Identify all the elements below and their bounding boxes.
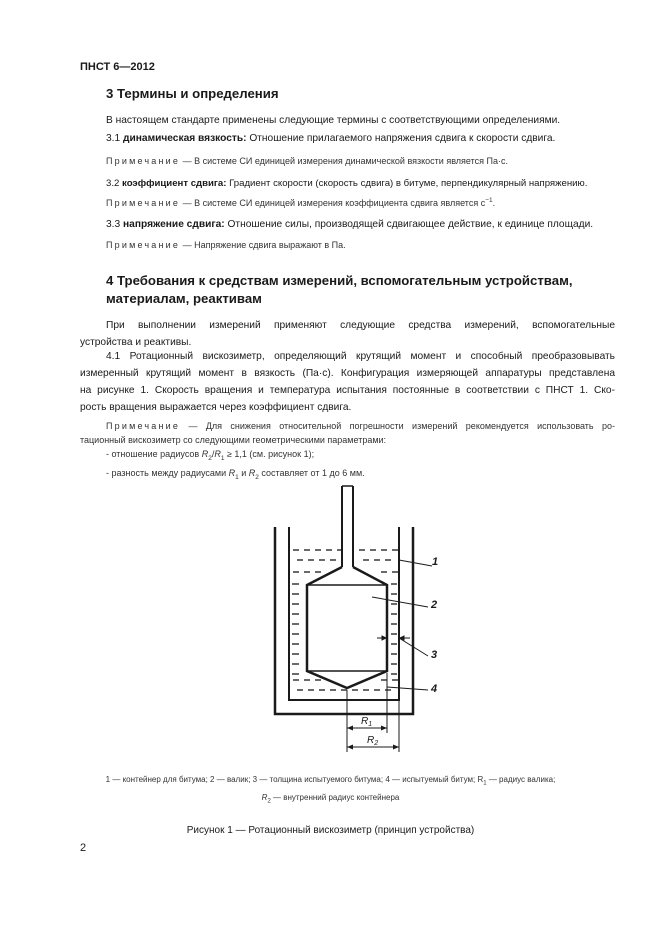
term-3-1-term: динамическая вязкость: <box>123 133 247 144</box>
dimension-r1-label: $R_1$ <box>361 716 373 728</box>
leader-line-4 <box>387 687 428 690</box>
term-3-1-number: 3.1 <box>106 133 121 144</box>
term-3-1 <box>106 130 555 147</box>
legend-text: 1 — контейнер для битума; 2 — валик; 3 — толщина испытуемого битума; 4 — испытуемый битум; R <box>105 775 484 784</box>
term-3-3-definition: Отношение силы, производящей сдвигающее действие, к единице площади. <box>224 219 594 230</box>
r1-symbol: R <box>214 449 221 459</box>
r2-symbol: R <box>248 467 256 478</box>
section-4-title-line2: материалам, реактивам <box>106 291 262 306</box>
bullet-difference-end: составляет от 1 до 6 мм. <box>258 467 365 478</box>
note-4-1 <box>80 419 615 485</box>
label-4: 4 <box>431 683 438 695</box>
standard-header: ПНСТ 6—2012 <box>80 61 155 73</box>
page-number: 2 <box>80 842 87 854</box>
r1-arrow-left <box>347 726 353 731</box>
p2-line4: рость вращения выражается через коэффициент сдвига. <box>80 402 352 413</box>
bullet-ratio <box>80 447 615 466</box>
note-3-3 <box>106 240 346 250</box>
legend-text-end: — радиус валика; <box>486 775 556 784</box>
term-3-2-number: 3.2 <box>106 178 120 189</box>
figure-legend <box>60 773 601 808</box>
note-label: Примечание <box>106 421 181 431</box>
r2-symbol: R <box>201 449 209 459</box>
r1-subscript: 1 <box>235 473 239 481</box>
note-4-1-line1 <box>80 419 615 433</box>
slash: / <box>211 449 215 459</box>
r1-subscript: 1 <box>220 454 225 462</box>
term-3-1-definition: Отношение прилагаемого напряжения сдвига к скорости сдвига. <box>246 133 556 144</box>
bullet-difference-text: - разность между радиусами <box>106 467 229 478</box>
section-3-intro: В настоящем стандарте применены следующие термины с соответствующими определениями. <box>106 115 561 126</box>
and-word: и <box>238 467 249 478</box>
term-3-2-definition: Градиент скорости (скорость сдвига) в битуме, перпендикулярный напряжению. <box>226 178 588 189</box>
legend-r2-text: — внутренний радиус контейнера <box>270 792 400 802</box>
r2-subscript: 2 <box>208 454 212 462</box>
term-3-2 <box>106 175 587 192</box>
figure-legend-line2 <box>60 791 601 809</box>
p1-line1: При выполнении измерений применяют следующие средства измерений, вспомогательные <box>106 320 615 331</box>
p1-line2: устройства и реактивы. <box>80 337 192 348</box>
r1-symbol: R <box>228 467 236 478</box>
label-2: 2 <box>431 599 438 611</box>
bullet-ratio-text: - отношение радиусов <box>106 449 202 459</box>
r2-subscript: 2 <box>255 473 259 481</box>
legend-r2: R <box>261 792 268 802</box>
gap-arrow-left-head <box>382 636 386 640</box>
r2-arrow-right <box>393 745 399 750</box>
r2-arrow-left <box>347 745 353 750</box>
p2-line1: 4.1 Ротационный вискозиметр, определяющий крутящий момент и способный преобразовывать <box>106 351 615 362</box>
legend-r2-subscript: 2 <box>267 798 271 805</box>
note-3-2 <box>106 197 495 208</box>
figure-legend-line1 <box>60 773 601 791</box>
note-4-1-line2: тационный вискозиметр со следующими геометрическими параметрами: <box>80 435 387 445</box>
note-label: Примечание <box>106 240 181 250</box>
section-4-title <box>106 272 573 308</box>
paragraph-4-1 <box>80 348 615 416</box>
paragraph-4-intro <box>80 317 615 351</box>
note-text: — Напряжение сдвига выражают в Па. <box>180 240 346 250</box>
label-3: 3 <box>431 649 438 661</box>
note-text: — В системе СИ единицей измерения коэффициента сдвига является с <box>180 198 486 208</box>
note-label: Примечание <box>106 198 181 208</box>
legend-subscript: 1 <box>483 780 487 787</box>
figure-title: Рисунок 1 — Ротационный вискозиметр (принцип устройства) <box>186 825 475 836</box>
bullet-ratio-end: ≥ 1,1 (см. рисунок 1); <box>224 449 315 459</box>
term-3-3-term: напряжение сдвига: <box>123 219 225 230</box>
viscometer-diagram <box>0 480 661 760</box>
term-3-3-number: 3.3 <box>106 219 121 230</box>
section-3-title: 3 Термины и определения <box>106 86 279 101</box>
note-end: . <box>492 198 496 208</box>
leader-line-1 <box>399 560 432 566</box>
term-3-3 <box>106 216 593 233</box>
section-4-title-line1: 4 Требования к средствам измерений, вспомогательным устройствам, <box>106 273 573 288</box>
note-text: — В системе СИ единицей измерения динамической вязкости является Па·с. <box>180 156 508 166</box>
note-label: Примечание <box>106 156 181 166</box>
note-superscript: −1 <box>485 197 493 204</box>
dimension-r2-label: $R_2$ <box>367 735 379 747</box>
term-3-2-term: коэффициент сдвига: <box>122 178 227 189</box>
p2-line3: на рисунке 1. Скорость вращения и температура испытания постоянные в соответствии с ПНСТ 1. Ско- <box>80 385 615 396</box>
r1-arrow-right <box>381 726 387 731</box>
note-3-1 <box>106 156 508 166</box>
p2-line2: измеренный крутящий момент в вязкость (Па·с). Конфигурация измеряющей аппаратуры представлена <box>80 368 615 379</box>
label-1: 1 <box>432 556 439 568</box>
note-text: — Для снижения относительной погрешности измерений рекомендуется использовать ро- <box>180 421 615 431</box>
